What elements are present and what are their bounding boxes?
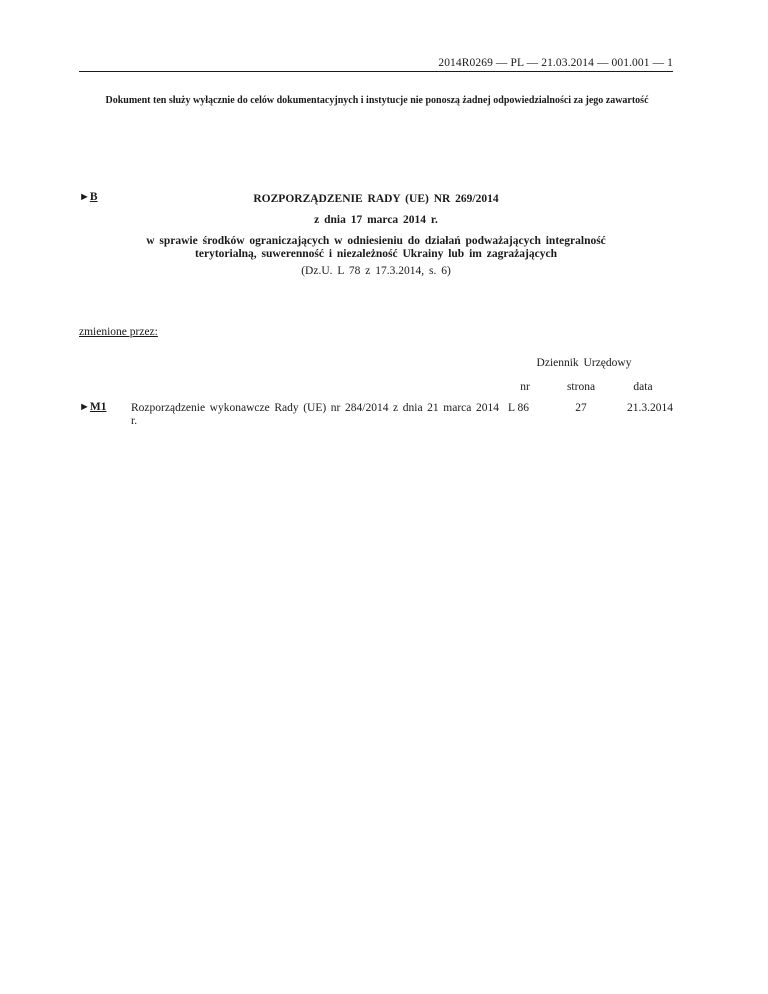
column-header-strona: strona	[566, 381, 596, 393]
amendment-marker	[79, 401, 107, 413]
header-rule	[79, 71, 673, 72]
triangle-right-icon: ►	[79, 401, 90, 413]
triangle-right-icon: ►	[79, 191, 90, 203]
base-act-marker-code: B	[89, 191, 98, 203]
column-header-data: data	[633, 381, 653, 393]
running-header: 2014R0269 — PL — 21.03.2014 — 001.001 — 1	[438, 57, 673, 69]
regulation-title: ROZPORZĄDZENIE RADY (UE) NR 269/2014	[253, 193, 499, 205]
regulation-date: z dnia 17 marca 2014 r.	[314, 214, 438, 226]
amendment-marker-code: M1	[89, 401, 107, 413]
amendment-nr: L 86	[508, 402, 529, 414]
regulation-subject-line-1: w sprawie środków ograniczających w odniesieniu do działań podważających integralność	[146, 235, 606, 247]
amendment-strona: 27	[575, 402, 587, 414]
regulation-subject	[79, 235, 673, 261]
amended-by-label: zmienione przez:	[79, 326, 158, 338]
official-journal-reference: (Dz.U. L 78 z 17.3.2014, s. 6)	[301, 265, 451, 277]
regulation-subject-line-2: terytorialną, suwerenność i niezależność Ukrainy lub im zagrażających	[195, 248, 557, 260]
amendment-data: 21.3.2014	[627, 402, 673, 414]
disclaimer: Dokument ten służy wyłącznie do celów dokumentacyjnych i instytucje nie ponoszą żadnej odpowiedzialności za jego zawartość	[105, 95, 649, 106]
amendment-description: Rozporządzenie wykonawcze Rady (UE) nr 284/2014 z dnia 21 marca 2014 r.	[131, 402, 499, 427]
official-journal-heading: Dziennik Urzędowy	[536, 357, 632, 369]
column-header-nr: nr	[520, 381, 530, 393]
